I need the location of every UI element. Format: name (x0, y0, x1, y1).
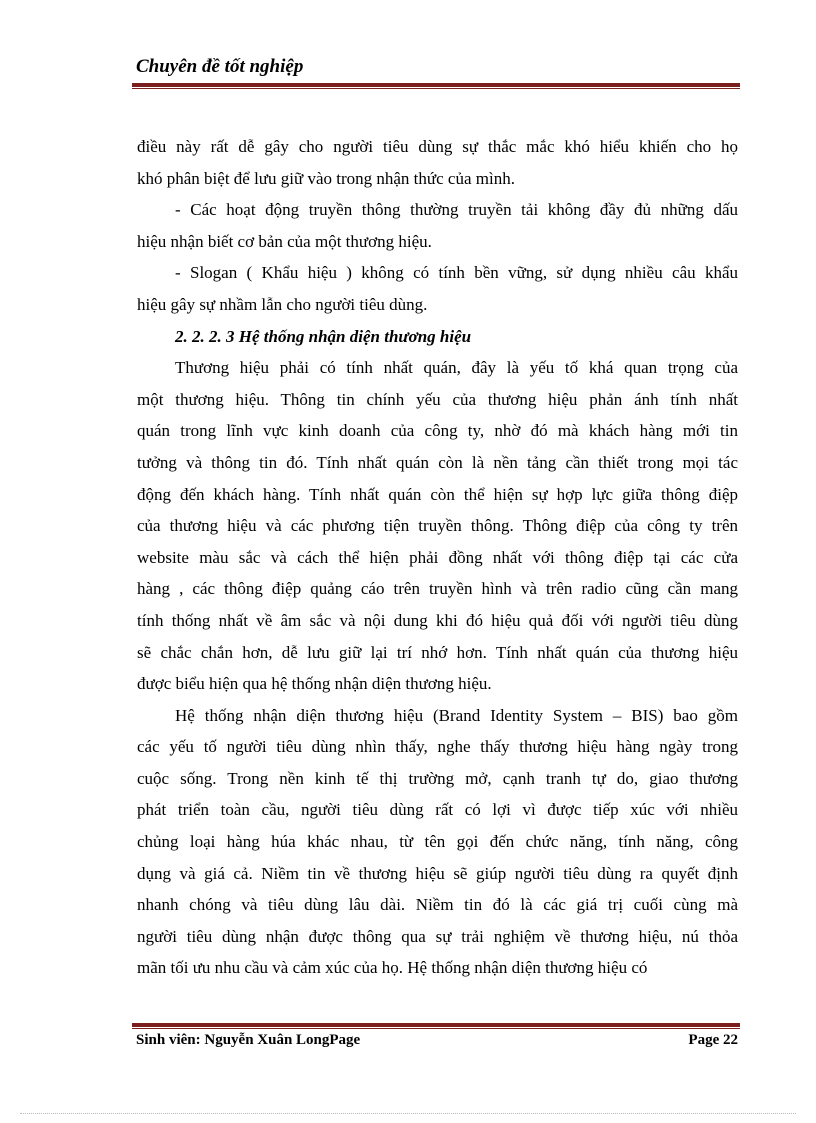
footer-student: Sinh viên: Nguyễn Xuân LongPage (136, 1032, 361, 1048)
footer-page-number: Page 22 (688, 1032, 738, 1048)
text-line: nhanh chóng và tiêu dùng lâu dài. Niềm tin đó là các giá trị cuối cùng mà (137, 895, 738, 915)
text-line: chủng loại hàng húa khác nhau, từ tên gọi đến chức năng, tính năng, công (137, 832, 738, 852)
text-line: hiệu gây sự nhầm lẫn cho người tiêu dùng. (137, 294, 428, 314)
text-line: phát triển toàn cầu, người tiêu dùng rất có lợi vì được tiếp xúc với nhiều (137, 800, 738, 820)
text-line: điều này rất dễ gây cho người tiêu dùng sự thắc mắc khó hiểu khiến cho họ (137, 137, 738, 156)
text-line: người tiêu dùng nhận được thông qua sự trải nghiệm về thương hiệu, nú thỏa (137, 926, 738, 946)
text-line: hiệu nhận biết cơ bản của một thương hiệu. (137, 231, 432, 251)
text-line: sẽ chắc chắn hơn, dễ lưu giữ lại trí nhớ hơn. Tính nhất quán của thương hiệu (137, 642, 738, 662)
text-line: - Slogan ( Khẩu hiệu ) không có tính bền vững, sử dụng nhiều câu khẩu (175, 263, 738, 283)
text-line: - Các hoạt động truyền thông thường truyền tải không đầy đủ những dấu (175, 200, 738, 220)
text-line: website màu sắc và cách thể hiện phải đồng nhất với thông điệp tại các cửa (137, 547, 738, 567)
text-line: khó phân biệt để lưu giữ vào trong nhận thức của mình. (137, 168, 515, 188)
text-line: Thương hiệu phải có tính nhất quán, đây là yếu tố khá quan trọng của (175, 358, 738, 378)
text-line: của thương hiệu và các phương tiện truyền thông. Thông điệp của công ty trên (137, 516, 738, 536)
section-heading: 2. 2. 2. 3 Hệ thống nhận diện thương hiệu (175, 326, 472, 346)
text-line: cuộc sống. Trong nền kinh tế thị trường mở, cạnh tranh tự do, giao thương (137, 768, 738, 788)
text-line: Hệ thống nhận diện thương hiệu (Brand Identity System – BIS) bao gồm (175, 705, 738, 725)
text-line: động đến khách hàng. Tính nhất quán còn thể hiện sự hợp lực giữa thông điệp (137, 484, 738, 504)
text-line: các yếu tố người tiêu dùng nhìn thấy, nghe thấy thương hiệu hàng ngày trong (137, 737, 738, 757)
text-line: quán trong lĩnh vực kinh doanh của công ty, nhờ đó mà khách hàng mới tin (137, 421, 738, 441)
footer-rule (132, 1023, 740, 1029)
header-rule (132, 83, 740, 89)
text-line: mãn tối ưu nhu cầu và cảm xúc của họ. Hệ thống nhận diện thương hiệu có (137, 958, 648, 978)
text-line: một thương hiệu. Thông tin chính yếu của thương hiệu phản ánh tính nhất (137, 389, 738, 409)
text-line: tính thống nhất về âm sắc và nội dung khi đó hiệu quả đối với người tiêu dùng (137, 610, 738, 630)
body-text (137, 131, 738, 984)
text-line: tưởng và thông tin đó. Tính nhất quán còn là nền tảng cần thiết trong mọi tác (137, 452, 738, 472)
page-bottom-divider (20, 1113, 796, 1114)
text-line: được biểu hiện qua hệ thống nhận diện thương hiệu. (137, 674, 492, 694)
text-line: hàng , các thông điệp quảng cáo trên truyền hình và trên radio cũng cần mang (137, 579, 738, 599)
header-title: Chuyên đề tốt nghiệp (136, 56, 304, 77)
text-line: dụng và giá cả. Niềm tin về thương hiệu sẽ giúp người tiêu dùng ra quyết định (137, 863, 738, 883)
